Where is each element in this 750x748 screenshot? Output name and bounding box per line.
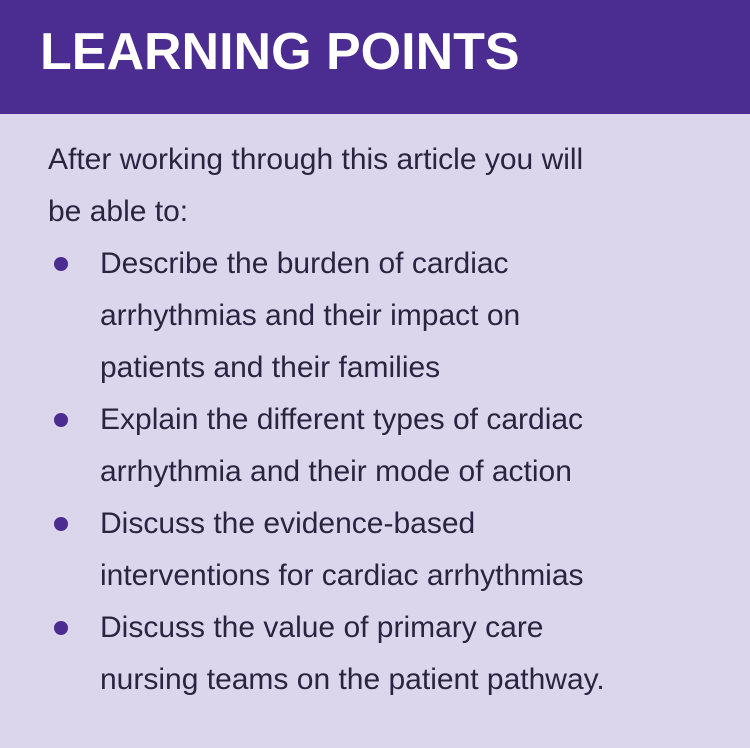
header-title: LEARNING POINTS (40, 23, 520, 81)
point-line: interventions for cardiac arrhythmias (100, 559, 584, 592)
list-item (48, 394, 728, 498)
point-line: Explain the different types of cardiac (100, 403, 584, 436)
list-item (48, 498, 728, 602)
header-banner (0, 0, 750, 114)
learning-points-list (48, 238, 728, 706)
bullet-dot-icon (54, 257, 68, 271)
list-item (48, 238, 728, 394)
point-line: nursing teams on the patient pathway. (100, 663, 605, 696)
intro-line-1: After working through this article you will (48, 143, 584, 176)
intro-line-2: be able to: (48, 195, 189, 228)
list-item (48, 602, 728, 706)
point-line: Discuss the evidence-based (100, 507, 476, 540)
bullet-dot-icon (54, 621, 68, 635)
point-line: Discuss the value of primary care (100, 611, 544, 644)
content-area (48, 134, 728, 706)
point-line: patients and their families (100, 351, 441, 384)
point-line: arrhythmia and their mode of action (100, 455, 572, 488)
bullet-dot-icon (54, 413, 68, 427)
bullet-dot-icon (54, 517, 68, 531)
intro-text (48, 134, 728, 238)
point-line: Describe the burden of cardiac (100, 247, 509, 280)
point-line: arrhythmias and their impact on (100, 299, 521, 332)
